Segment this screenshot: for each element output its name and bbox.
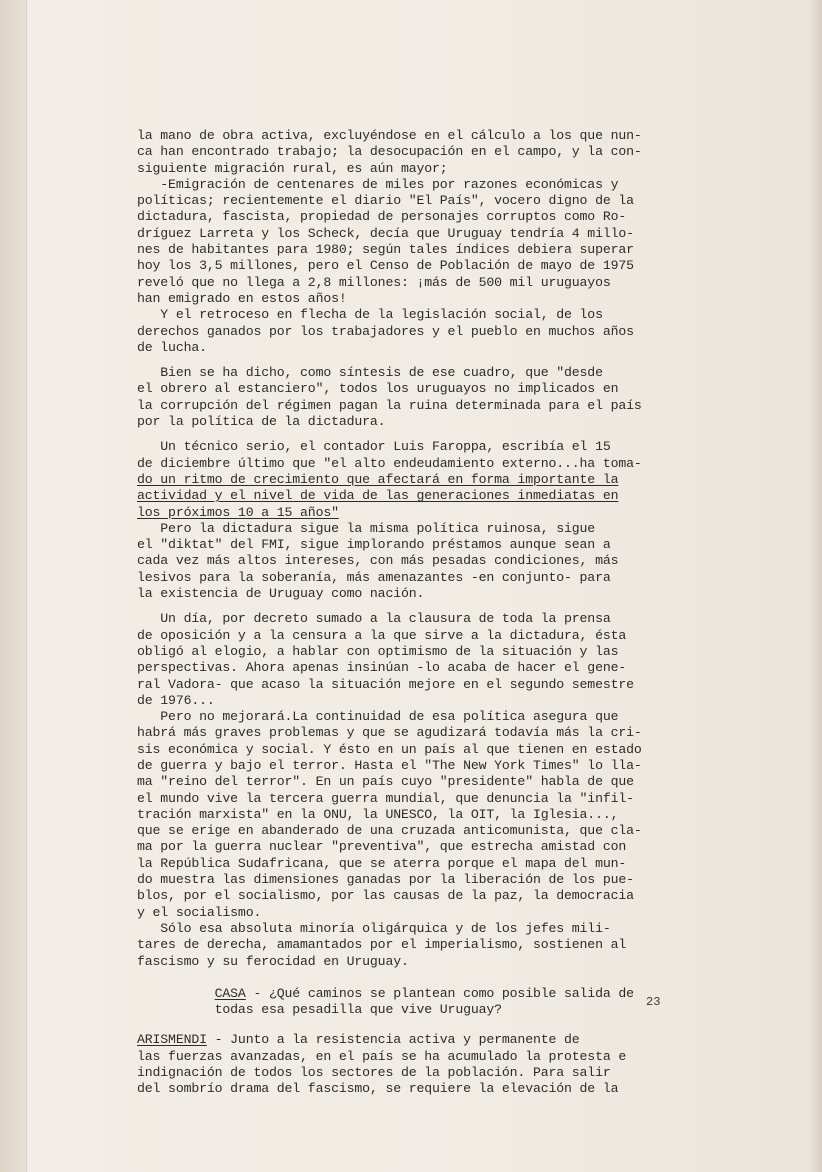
text-line: ma por la guerra nuclear "preventiva", que estrecha amistad con xyxy=(137,839,627,855)
text-line: y el socialismo. xyxy=(137,904,262,920)
text-line: perspectivas. Ahora apenas insinúan -lo acaba de hacer el gene- xyxy=(137,660,627,676)
answer-line: ARISMENDI - Junto a la resistencia activa y permanente de xyxy=(137,1032,580,1048)
text-line: de diciembre último que "el alto endeudamiento externo...ha toma- xyxy=(137,455,642,471)
text-line: ma "reino del terror". En un país cuyo "presidente" habla de que xyxy=(137,774,634,790)
question-line: CASA - ¿Qué caminos se plantean como posible salida de xyxy=(214,985,634,1001)
answer-line: del sombrío drama del fascismo, se requiere la elevación de la xyxy=(137,1081,619,1097)
answer-line: indignación de todos los sectores de la población. Para salir xyxy=(137,1065,611,1081)
text-line: Sólo esa absoluta minoría oligárquica y de los jefes mili- xyxy=(137,920,611,936)
text-line: siguiente migración rural, es aún mayor; xyxy=(137,160,448,176)
text-line: nes de habitantes para 1980; según tales índices debiera superar xyxy=(137,242,634,258)
text-line: la mano de obra activa, excluyéndose en el cálculo a los que nun- xyxy=(137,128,642,143)
quoted-line: actividad y el nivel de vida de las generaciones inmediatas en xyxy=(137,488,619,504)
text-line: Un día, por decreto sumado a la clausura de toda la prensa xyxy=(137,611,611,627)
text-line: hoy los 3,5 millones, pero el Censo de Población de mayo de 1975 xyxy=(137,258,634,274)
text-line: -Emigración de centenares de miles por razones económicas y xyxy=(137,176,619,192)
text-line: tares de derecha, amamantados por el imperialismo, sostienen al xyxy=(137,937,627,953)
text-line: dictadura, fascista, propiedad de personajes corruptos como Ro- xyxy=(137,209,627,225)
text-line: lesivos para la soberanía, más amenazantes -en conjunto- para xyxy=(137,569,611,585)
text-line: políticas; recientemente el diario "El País", vocero digno de la xyxy=(137,193,634,209)
text-line: cada vez más altos intereses, con más pesadas condiciones, más xyxy=(137,553,619,569)
text-line: de guerra y bajo el terror. Hasta el "The New York Times" lo lla- xyxy=(137,757,642,773)
text-line: la existencia de Uruguay como nación. xyxy=(137,586,425,602)
text-line: de lucha. xyxy=(137,339,207,355)
text-line: han emigrado en estos años! xyxy=(137,290,347,306)
quoted-line: do un ritmo de crecimiento que afectará en forma importante la xyxy=(137,471,619,487)
text-line: do muestra las dimensiones ganadas por la liberación de los pue- xyxy=(137,872,634,888)
text-line: Pero no mejorará.La continuidad de esa política asegura que xyxy=(137,709,619,725)
text-line: la corrupción del régimen pagan la ruina determinada para el país xyxy=(137,397,642,413)
question-line: todas esa pesadilla que vive Uruguay? xyxy=(137,1002,502,1018)
text-line: el "diktat" del FMI, sigue implorando préstamos aunque sean a xyxy=(137,537,611,553)
text-line: por la política de la dictadura. xyxy=(137,414,386,430)
text-line: blos, por el socialismo, por las causas de la paz, la democracia xyxy=(137,888,634,904)
text-line: Bien se ha dicho, como síntesis de ese cuadro, que "desde xyxy=(137,365,603,381)
text-line: Y el retroceso en flecha de la legislación social, de los xyxy=(137,307,603,323)
text-line: ral Vadora- que acaso la situación mejore en el segundo semestre xyxy=(137,676,634,692)
text-line: habrá más graves problemas y que se agudizará todavía más la cri- xyxy=(137,725,642,741)
speaker-arismendi: ARISMENDI xyxy=(137,1032,207,1048)
page-left-edge xyxy=(0,0,27,1172)
text-line: ca han encontrado trabajo; la desocupación en el campo, y la con- xyxy=(137,144,642,160)
answer-line: las fuerzas avanzadas, en el país se ha acumulado la protesta e xyxy=(137,1048,627,1064)
text-line: derechos ganados por los trabajadores y el pueblo en muchos años xyxy=(137,323,634,339)
text-line: el mundo vive la tercera guerra mundial, que denuncia la "infil- xyxy=(137,790,634,806)
text-line: Un técnico serio, el contador Luis Faroppa, escribía el 15 xyxy=(137,439,611,455)
text-line: que se erige en abanderado de una cruzada anticomunista, que cla- xyxy=(137,823,642,839)
text-line: obligó al elogio, a hablar con optimismo de la situación y las xyxy=(137,643,619,659)
page-right-edge xyxy=(810,0,822,1172)
quoted-line: los próximos 10 a 15 años" xyxy=(137,504,339,520)
text-line: tración marxista" en la ONU, la UNESCO, la OIT, la Iglesia..., xyxy=(137,806,619,822)
text-line: sis económica y social. Y ésto en un país al que tienen en estado xyxy=(137,741,642,757)
page-number: 23 xyxy=(646,995,661,1009)
body-text xyxy=(137,128,697,1098)
text-line: de oposición y a la censura a la que sirve a la dictadura, ésta xyxy=(137,627,627,643)
text-line: la República Sudafricana, que se aterra porque el mapa del mun- xyxy=(137,855,627,871)
text-line: de 1976... xyxy=(137,692,215,708)
text-line: Pero la dictadura sigue la misma política ruinosa, sigue xyxy=(137,520,596,536)
text-line: fascismo y su ferocidad en Uruguay. xyxy=(137,953,409,969)
text-line: reveló que no llega a 2,8 millones: ¡más de 500 mil uruguayos xyxy=(137,274,611,290)
text-line: el obrero al estanciero", todos los uruguayos no implicados en xyxy=(137,381,619,397)
text-line: dríguez Larreta y los Scheck, decía que Uruguay tendría 4 millo- xyxy=(137,225,634,241)
speaker-casa: CASA xyxy=(214,985,246,1001)
